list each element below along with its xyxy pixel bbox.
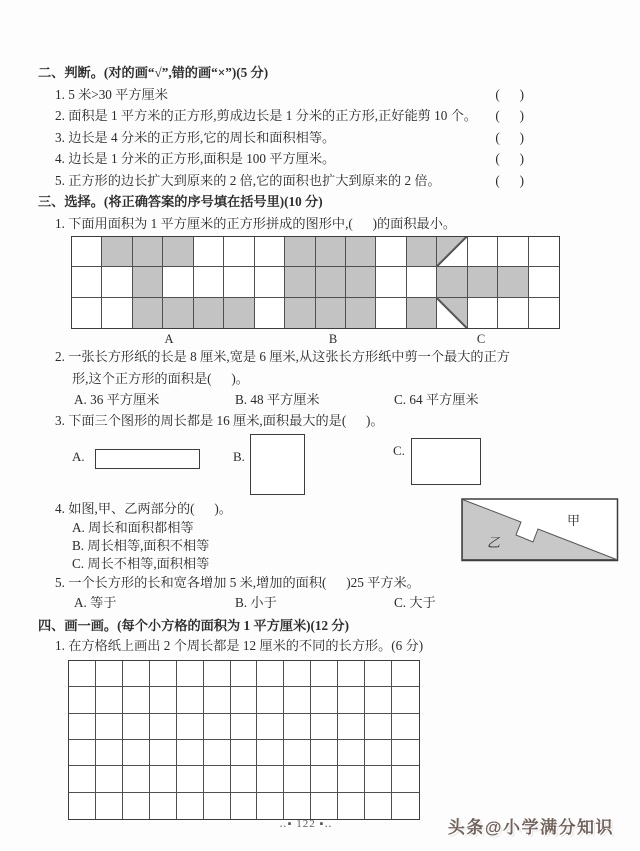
answer-blank: ( )	[495, 86, 524, 102]
grid-cell	[150, 714, 177, 740]
page-number-value: 122	[296, 818, 316, 830]
grid-cell	[204, 740, 231, 766]
answer-blank: ( )	[495, 129, 524, 145]
grid-cell	[255, 298, 285, 328]
grid-cell	[365, 661, 392, 687]
grid-cell	[96, 793, 123, 819]
option-c: C. 周长不相等,面积相等	[72, 556, 210, 571]
answer-blank: ( )	[495, 172, 524, 188]
jia-yi-figure	[461, 498, 619, 562]
grid-cell	[204, 687, 231, 713]
grid-cell	[346, 267, 376, 297]
grid-cell	[204, 766, 231, 792]
grid-cell	[284, 766, 311, 792]
grid-cell	[150, 687, 177, 713]
grid-cell	[285, 237, 315, 267]
judge-item-text: 2. 面积是 1 平方米的正方形,剪成边长是 1 分米的正方形,正好能剪 10 个。	[55, 108, 477, 123]
judge-item-text: 1. 5 米>30 平方厘米	[55, 86, 168, 102]
choice-q2-options	[38, 389, 566, 410]
figure-label-b: B	[328, 332, 338, 346]
grid-cell	[224, 237, 254, 267]
grid-cell	[123, 687, 150, 713]
grid-cell	[231, 766, 258, 792]
grid-cell	[204, 793, 231, 819]
grid-cell	[285, 267, 315, 297]
grid-cell	[123, 661, 150, 687]
yi-label: 乙	[487, 535, 501, 550]
choice-q5-text: 5. 一个长方形的长和宽各增加 5 米,增加的面积( )25 平方米。	[55, 575, 420, 590]
grid-cell	[437, 298, 467, 328]
grid-cell	[255, 267, 285, 297]
judge-item-text: 3. 边长是 4 分米的正方形,它的周长和面积相等。	[55, 129, 336, 145]
judge-item-text: 4. 边长是 1 分米的正方形,面积是 100 平方厘米。	[55, 151, 336, 166]
option-c: C. 大于	[394, 595, 436, 610]
grid-cell	[150, 740, 177, 766]
grid-cell	[177, 793, 204, 819]
grid-cell	[69, 766, 96, 792]
page-content	[38, 62, 566, 820]
grid-cell	[392, 740, 419, 766]
option-a: A. 等于	[74, 595, 117, 610]
grid-cell	[194, 267, 224, 297]
option-b: B. 48 平方厘米	[235, 392, 320, 407]
grid-cell	[338, 793, 365, 819]
grid-cell	[123, 714, 150, 740]
grid-cell	[365, 740, 392, 766]
grid-cell	[257, 766, 284, 792]
grid-cell	[69, 793, 96, 819]
grid-cell	[177, 687, 204, 713]
grid-cell	[204, 714, 231, 740]
grid-cell	[311, 793, 338, 819]
grid-cell	[392, 793, 419, 819]
grid-cell	[123, 766, 150, 792]
figure-label-c: C	[476, 332, 486, 346]
watermark: 头条@小学满分知识	[447, 818, 614, 837]
grid-cell	[311, 687, 338, 713]
judge-item	[38, 127, 566, 149]
shape-label-b: B.	[233, 448, 245, 464]
shape-label-a: A.	[72, 448, 85, 464]
draw-q1-text: 1. 在方格纸上画出 2 个周长都是 12 厘米的不同的长方形。(6 分)	[55, 638, 424, 653]
grid-cell	[437, 237, 467, 267]
thin-rectangle-shape	[95, 449, 200, 469]
grid-cell	[177, 661, 204, 687]
grid-cell	[69, 740, 96, 766]
page-decor-left: ‥▪	[279, 818, 293, 830]
grid-cell	[150, 661, 177, 687]
grid-cell	[311, 766, 338, 792]
page-number-inner	[279, 817, 333, 830]
grid-cell	[255, 237, 285, 267]
rectangle-shape	[411, 438, 481, 485]
grid-cell	[69, 714, 96, 740]
figure-label-a: A	[164, 332, 174, 346]
perimeter-shapes-row	[38, 434, 566, 498]
jia-label: 甲	[567, 513, 581, 528]
grid-cell	[346, 298, 376, 328]
grid-cell	[311, 661, 338, 687]
grid-cell	[468, 237, 498, 267]
grid-cell	[376, 298, 406, 328]
grid-cell	[96, 766, 123, 792]
judge-item	[38, 148, 566, 170]
grid-cell	[96, 661, 123, 687]
grid-cell	[365, 793, 392, 819]
grid-cell	[437, 267, 467, 297]
grid-cell	[177, 714, 204, 740]
choice-q2-line2: 形,这个正方形的面积是( )。	[72, 370, 249, 386]
grid-cell	[529, 267, 559, 297]
grid-cell	[72, 237, 102, 267]
grid-cell	[102, 267, 132, 297]
grid-cell	[338, 687, 365, 713]
grid-cell	[257, 714, 284, 740]
grid-cell	[163, 267, 193, 297]
grid-cell	[284, 740, 311, 766]
grid-cell	[407, 237, 437, 267]
grid-cell	[376, 237, 406, 267]
grid-cell	[376, 267, 406, 297]
option-b: B. 周长相等,面积不相等	[72, 538, 210, 553]
grid-cell	[150, 793, 177, 819]
grid-cell	[311, 740, 338, 766]
grid-cell	[392, 766, 419, 792]
grid-cell	[284, 793, 311, 819]
grid-cell	[96, 714, 123, 740]
grid-cell	[257, 687, 284, 713]
option-c: C. 64 平方厘米	[394, 392, 479, 407]
judge-item-text: 5. 正方形的边长扩大到原来的 2 倍,它的面积也扩大到原来的 2 倍。	[55, 172, 441, 188]
grid-cell	[365, 714, 392, 740]
grid-cell	[407, 267, 437, 297]
grid-cell	[231, 661, 258, 687]
grid-cell	[284, 687, 311, 713]
grid-cell	[123, 793, 150, 819]
grid-cell	[498, 237, 528, 267]
grid-cell	[150, 766, 177, 792]
grid-cell	[498, 298, 528, 328]
grid-cell	[468, 267, 498, 297]
grid-cell	[133, 237, 163, 267]
grid-cell	[311, 714, 338, 740]
grid-cell	[529, 237, 559, 267]
grid-cell	[102, 298, 132, 328]
grid-cell	[123, 740, 150, 766]
grid-cell	[346, 237, 376, 267]
grid-cell	[96, 687, 123, 713]
grid-cell	[133, 298, 163, 328]
grid-cell	[231, 740, 258, 766]
grid-cell	[392, 714, 419, 740]
grid-cell	[365, 766, 392, 792]
judge-item	[38, 170, 566, 192]
grid-cell	[133, 267, 163, 297]
grid-cell	[529, 298, 559, 328]
grid-cell	[338, 740, 365, 766]
section-judge-heading: 二、判断。(对的画“√”,错的画“×”)(5 分)	[38, 65, 269, 80]
choice-q4-text: 4. 如图,甲、乙两部分的( )。	[55, 500, 232, 516]
section-draw-heading: 四、画一画。(每个小方格的面积为 1 平方厘米)(12 分)	[38, 618, 349, 633]
grid-cell	[231, 793, 258, 819]
grid-cell	[338, 766, 365, 792]
grid-cell	[224, 298, 254, 328]
grid-cell	[284, 661, 311, 687]
grid-cell	[96, 740, 123, 766]
grid-cell	[163, 298, 193, 328]
grid-cell	[468, 298, 498, 328]
grid-cell	[365, 687, 392, 713]
option-a: A. 周长和面积都相等	[72, 520, 194, 535]
grid-cell	[194, 237, 224, 267]
choice-q5-options	[38, 593, 566, 614]
answer-blank: ( )	[495, 108, 524, 123]
grid-cell	[231, 714, 258, 740]
grid-cell	[72, 267, 102, 297]
grid-cell	[72, 298, 102, 328]
grid-cell	[69, 687, 96, 713]
grid-cell	[338, 661, 365, 687]
shape-label-c: C.	[393, 442, 405, 458]
judge-item	[38, 84, 566, 106]
grid-cell	[392, 687, 419, 713]
section-choice-heading: 三、选择。(将正确答案的序号填在括号里)(10 分)	[38, 194, 323, 209]
grid-cell	[177, 740, 204, 766]
grid-cell	[316, 298, 346, 328]
unit-square-figure-grid	[71, 236, 560, 329]
choice-q2-line1: 2. 一张长方形纸的长是 8 厘米,宽是 6 厘米,从这张长方形纸中剪一个最大的正方	[55, 349, 510, 364]
grid-cell	[224, 267, 254, 297]
square-shape	[250, 434, 305, 495]
grid-cell	[194, 298, 224, 328]
grid-cell	[338, 714, 365, 740]
option-a: A. 36 平方厘米	[74, 392, 160, 407]
answer-blank: ( )	[495, 151, 524, 166]
choice-q1-text: 1. 下面用面积为 1 平方厘米的正方形拼成的图形中,( )的面积最小。	[55, 215, 457, 231]
grid-cell	[285, 298, 315, 328]
grid-cell	[257, 740, 284, 766]
grid-cell	[69, 661, 96, 687]
grid-cell	[316, 237, 346, 267]
jia-yi-diagram	[461, 498, 619, 562]
grid-cell	[316, 267, 346, 297]
grid-cell	[257, 793, 284, 819]
figure-labels	[38, 329, 566, 346]
grid-cell	[204, 661, 231, 687]
judge-item	[38, 105, 566, 127]
grid-cell	[284, 714, 311, 740]
grid-cell	[102, 237, 132, 267]
grid-cell	[177, 766, 204, 792]
drawing-grid	[68, 660, 420, 820]
grid-cell	[407, 298, 437, 328]
grid-cell	[257, 661, 284, 687]
grid-cell	[163, 237, 193, 267]
option-b: B. 小于	[235, 595, 277, 610]
choice-q3-text: 3. 下面三个图形的周长都是 16 厘米,面积最大的是( )。	[55, 413, 384, 428]
grid-cell	[498, 267, 528, 297]
grid-cell	[392, 661, 419, 687]
grid-cell	[231, 687, 258, 713]
page-decor-right: ▪‥	[319, 818, 333, 830]
